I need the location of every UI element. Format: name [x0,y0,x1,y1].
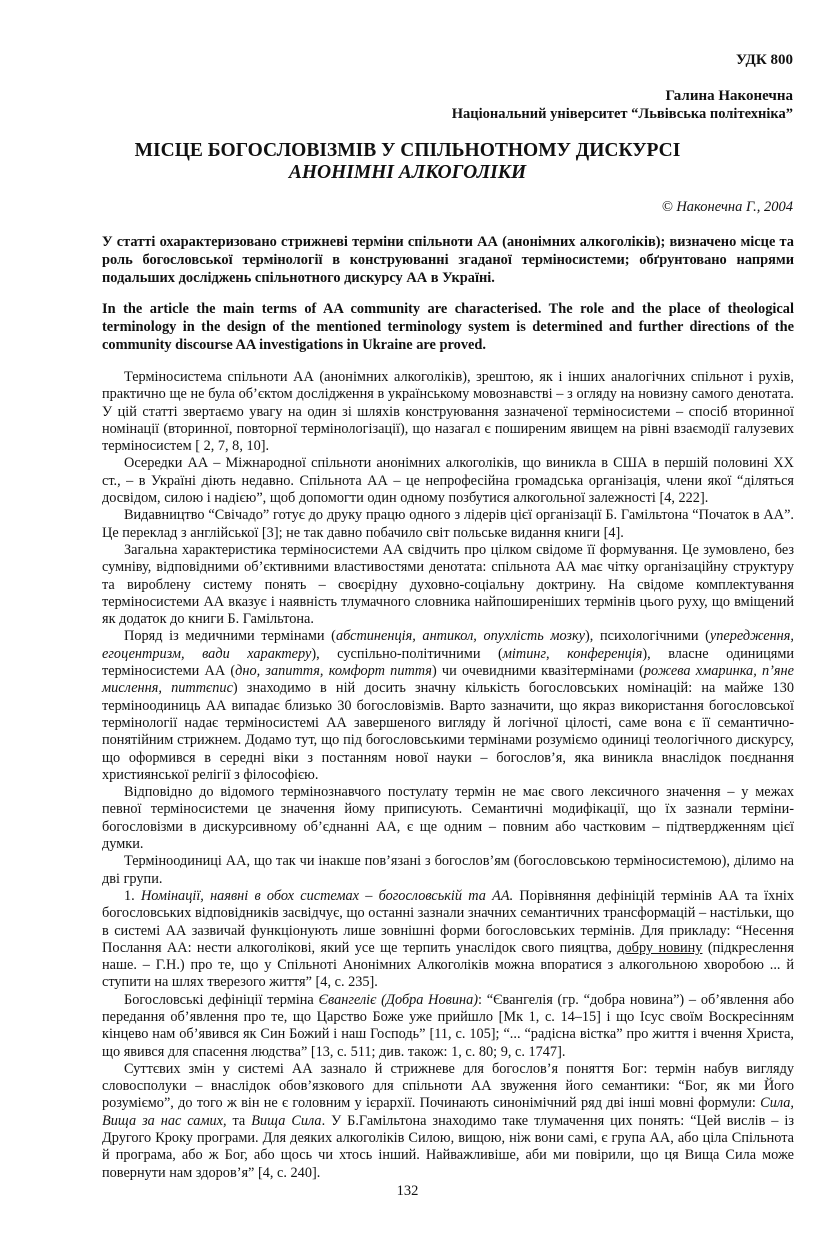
author-name: Галина Наконечна [665,88,793,104]
paragraph-7: Терміноодиниці АА, що так чи інакше пов’язані з богослов’ям (богословською терміносистемою), ділимо на дві групи. [102,853,794,887]
paragraph-6: Відповідно до відомого термінознавчого постулату термін не має свого лексичного значення – у межах певної терміносистеми це значення йому приписують. Семантичні модифікації, що їх зазнали терміни-богословізми в дискурсивному об’єднанні АА, є ще одним – повним або частковим – підтвердженням цієї думки. [102,784,794,853]
paragraph-10: Суттєвих змін у системі АА зазнало й стрижневе для богослов’я поняття Бог: термін набув вигляду словосполуки – внаслідок обов’язкового для спільноти АА звуження його семантики: “Бог, як ми Його розуміємо”, до того ж він не є головним у ієрархії. Починають синонімічний ряд дві інші мовні формули: Сила, Вища за нас самих, та Вища Сила. У Б.Гамільтона знаходимо таке тлумачення цих понять: “Цей вислів – із Другого Кроку програми. Для деяких алкоголіків Силою, вищою, ніж вони самі, є група АА, або ціла Спільнота й програма, або ж Бог, або щось чи хтось інший. Найважливіше, аби ми повірили, що ця Вища Сила може повернути нам здоров’я” [4, с. 240]. [102,1060,795,1181]
group-one-heading: Номінації, наявні в обох системах – богословській та АА. [140,887,514,904]
page-number: 132 [396,1183,419,1199]
medical-terms: абстиненція, антикол, опухлість мозку [335,628,586,645]
paragraph-3: Видавництво “Свічадо” готує до друку працю одного з лідерів цієї організації Б. Гамільтона “Початок в АА”. Це переклад з англійської [3]; не так давно побачило світ польське видання книги [4]. [102,507,794,541]
article-body [102,369,794,1182]
paragraph-4: Загальна характеристика терміносистеми АА свідчить про цілком свідоме її формування. Це зумовлено, без сумніву, відповідними об’єктивними властивостями денотата: спільнота АА має чітку організаційну структуру та вироблену систему понять – своєрідну духовно-соціальну доктрину. На свідоме комплектування терміносистеми АА вказує і наявність тлумачного словника найпоширеніших термінів цього руху, що вміщений як додаток до книги Б. Гамільтона. [102,541,794,628]
author-affiliation: Національний університет “Львівська політехніка” [451,106,793,122]
article-title: МІСЦЕ БОГОСЛОВІЗМІВ У СПІЛЬНОТНОМУ ДИСКУРСІ [134,140,681,161]
underlined-phrase: добру новину [617,939,703,956]
copyright-notice: © Наконечна Г., 2004 [661,199,793,215]
psychological-terms: упередження, егоцентризм, вади характеру [102,628,794,662]
quasi-terms: рожева хмаринка, п’яне мислення, питтєпис [102,663,794,697]
udk-code: УДК 800 [736,52,793,68]
paragraph-8: 1. Номінації, наявні в обох системах – богословській та АА. Порівняння дефініцій термінів АА та їхніх богословських відповідників засвідчує, що останні зазнали значних семантичних трансформацій – настільки, що в системі АА зазвичай функціонують лише зовнішні форми богословських термінів. Для прикладу: “Несення Послання АА: нести алкоголікові, який усе ще терпить унаслідок свого пияцтва, добру новину (підкреслення наше. – Г.Н.) про те, що у Спільноті Анонімних Алкоголіків можна впоратися з алкогольною хворобою ... й ступити на шлях тверезого життя” [4, с. 235]. [102,887,794,991]
gospel-term: Євангеліє (Добра Новина) [318,991,479,1008]
higher-power-formula-2: Вища Сила [251,1112,322,1129]
abstract-ukrainian: У статті охарактеризовано стрижневі терміни спільноти АА (анонімних алкоголіків); визначено місце та роль богословської термінології в конструюванні згаданої терміносистеми; обґрунтовано напрями подальших досліджень спільнотного дискурсу АА в Україні. [102,234,794,286]
abstract-english: In the article the main terms of AA community are characterised. The role and the place of theological terminology in the design of the mentioned terminology system is determined and further directions of the community discourse AA investigations in Ukraine are proved. [102,301,794,353]
higher-power-formula-1: Сила, Вища за нас самих [102,1095,794,1129]
paragraph-2: Осередки АА – Міжнародної спільноти анонімних алкоголіків, що виникла в США в першій половині ХХ ст., – в Україні діють недавно. Спільнота АА – це непрофесійна громадська організація, члени якої “діляться досвідом, силою і надією”, щоб допомогти один одному позбутися алкогольної залежності [4, 222]. [102,455,794,507]
paragraph-5: Поряд із медичними термінами (абстиненція, антикол, опухлість мозку), психологічними (упередження, егоцентризм, вади характеру), суспільно-політичними (мітинг, конференція), власне одиницями терміносистеми АА (дно, запиття, комфорт пиття) чи очевидними квазітермінами (рожева хмаринка, п’яне мислення, питтєпис) знаходимо в ній досить значну кількість богословських номінацій: на майже 130 терміноодиниць АА випадає близько 30 богословізмів. Варто зазначити, що якраз використання богословської термінології надає терміносистемі АА завершеного вигляду й логічної цілості, саме вона є її семантично-понятійним стрижнем. Додамо тут, що під богословськими термінами розуміємо одиниці теологічного дискурсу, що оформився в середні віки з постанням нової науки – богослов’я, яка виникла внаслідок поєднання християнської релігії з філософією. [102,628,795,783]
article-subtitle: АНОНІМНІ АЛКОГОЛІКИ [288,162,527,183]
paragraph-1: Терміносистема спільноти АА (анонімних алкоголіків), зрештою, як і інших аналогічних спільнот і рухів, практично ще не була об’єктом дослідження в українському мовознавстві – з огляду на новизну самого денотата. У цій статті звертаємо увагу на один зі шляхів конструювання зазначеної терміносистеми – спосіб вторинної номінації (вторинної, повторної термінологізації), що назагал є поширеним явищем на рівні взаємодії галузевих терміносистем [ 2, 7, 8, 10]. [102,369,794,455]
paragraph-9: Богословські дефініції терміна Євангеліє (Добра Новина): “Євангелія (гр. “добра новина”) – об’явлення або передання об’явлення про те, що Царство Боже уже прийшло [Мк 1, с. 14–15] і що Ісус своїм Воскресінням кінцево нам об’явився як Син Божий і наш Господь” [11, с. 105]; “... “радісна вістка” про життя і вчення Христа, що явився для спасення людства” [13, с. 511; див. також: 1, с. 80; 9, с. 1747]. [102,991,795,1060]
sociopolitical-terms: мітинг, конференція [502,645,643,662]
aa-terms: дно, запиття, комфорт пиття [235,663,432,680]
